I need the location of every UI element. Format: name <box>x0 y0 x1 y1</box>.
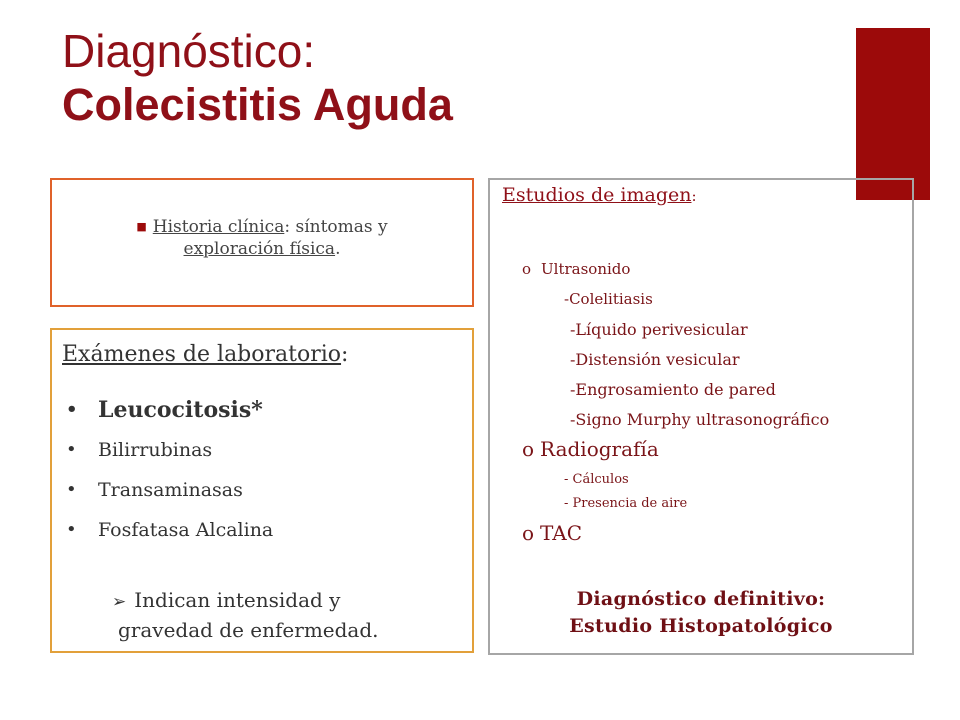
circle-bullet-icon: o <box>522 521 535 545</box>
us-finding: -Líquido perivesicular <box>570 320 748 339</box>
lab-list <box>62 390 273 550</box>
lab-item: • Leucocitosis* <box>62 390 273 430</box>
lab-note-line2: gravedad de enfermedad. <box>118 618 379 642</box>
history-box <box>50 178 474 307</box>
arrow-bullet-icon: ➢ <box>112 592 127 612</box>
lab-item: • Bilirrubinas <box>62 430 273 470</box>
ultrasound-item: o Ultrasonido <box>522 260 631 278</box>
us-finding: -Distensión vesicular <box>570 350 740 369</box>
definitive-diagnosis <box>490 586 912 640</box>
lab-title: Exámenes de laboratorio: <box>62 342 349 367</box>
us-finding: -Engrosamiento de pared <box>570 380 776 399</box>
xray-item: o Radiografía <box>522 437 659 461</box>
imaging-box <box>488 178 914 655</box>
title-line-1: Diagnóstico: <box>62 25 316 77</box>
title-line-2: Colecistitis Aguda <box>62 79 453 130</box>
lab-item: • Transaminasas <box>62 470 273 510</box>
accent-bar <box>856 28 930 200</box>
us-finding: -Signo Murphy ultrasonográfico <box>570 410 830 429</box>
history-line2: exploración física <box>183 239 336 259</box>
xray-finding: - Presencia de aire <box>564 496 688 511</box>
circle-bullet-icon: o <box>522 437 535 461</box>
lab-note <box>112 586 452 644</box>
xray-finding: - Cálculos <box>564 472 629 487</box>
us-finding: -Colelitiasis <box>564 290 653 308</box>
square-bullet-icon: ■ <box>136 220 147 233</box>
history-rest-1: : síntomas y <box>284 217 388 237</box>
definitive-line1: Diagnóstico definitivo: <box>576 588 826 610</box>
slide-title <box>62 24 453 132</box>
lab-note-line1: Indican intensidad y <box>134 588 341 612</box>
definitive-line2: Estudio Histopatológico <box>569 615 833 637</box>
history-line2-end: . <box>335 239 341 259</box>
history-label: Historia clínica <box>152 217 285 237</box>
history-text <box>52 216 472 260</box>
lab-item: • Fosfatasa Alcalina <box>62 510 273 550</box>
ct-item: o TAC <box>522 521 583 545</box>
circle-bullet-icon: o <box>522 260 532 278</box>
imaging-title: Estudios de imagen: <box>502 184 697 206</box>
lab-box <box>50 328 474 653</box>
